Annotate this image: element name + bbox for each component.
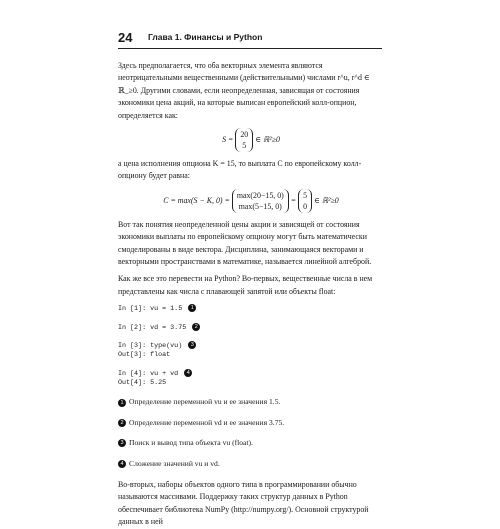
paragraph-3: Вот так понятия неопределенной цены акции и зависящей от состояния экономики выплаты по европейскому опциону могут быть математически смоделированы в виде вектора. Дисциплина, занимающаяся векторами и векторными пространствами в математике, называется линейной алгеброй. — [118, 219, 372, 267]
code-out-4: Out[4]: 5.25 — [118, 378, 167, 387]
header-rule — [118, 48, 382, 49]
page-number: 24 — [118, 30, 133, 45]
code-text-1: In [1]: vu = 1.5 — [118, 305, 183, 314]
vector-s-top: 20 — [240, 130, 249, 140]
paragraph-5: Во-вторых, наборы объектов одного типа в программировании обычно называются массивами. Поддержку таких структур данных в Python обеспечивает библиотека NumPy (http://numpy.org/). Основной структурой данных в ней — [118, 479, 369, 527]
equation-s — [118, 128, 384, 152]
vector-c-result-top: 5 — [303, 190, 308, 200]
eq-s-rhs: ∈ ℝ²≥0 — [255, 134, 280, 144]
code-out-3: Out[3]: float — [118, 351, 171, 360]
equation-c — [118, 189, 384, 213]
callout-icon-2: 2 — [192, 323, 200, 331]
note-text-3: Поиск и вывод типа объекта vu (float). — [129, 438, 253, 448]
eq-c-equals: = — [290, 195, 297, 205]
note-3 — [118, 437, 384, 449]
callout-icon-1: 1 — [188, 304, 196, 312]
vector-c-result-bottom: 0 — [303, 201, 308, 211]
page-body — [118, 60, 384, 529]
code-line-2 — [118, 323, 384, 333]
note-1 — [118, 396, 384, 408]
running-header — [118, 30, 382, 48]
paragraph-4: Как же все это перевести на Python? Во-первых, вещественные числа в нем представлены как числа с плавающей запятой или объекты float: — [118, 274, 373, 296]
vector-s — [235, 128, 253, 152]
note-callout-icon-3: 3 — [118, 439, 126, 447]
code-line-4 — [118, 369, 384, 379]
vector-c-top: max(20−15, 0) — [236, 190, 284, 200]
callout-icon-3: 3 — [188, 341, 196, 349]
eq-c-lhs: C = max(S − K, 0) = — [163, 195, 230, 205]
note-text-2: Определение переменной vd и ее значения 3.75. — [129, 417, 285, 427]
vector-c-max — [232, 189, 289, 213]
vector-c-bottom: max(5−15, 0) — [238, 201, 282, 211]
code-text-4: In [4]: vu + vd — [118, 369, 179, 378]
code-text-2: In [2]: vd = 3.75 — [118, 323, 187, 332]
code-line-1 — [118, 304, 384, 314]
note-callout-icon-1: 1 — [118, 399, 126, 407]
note-4 — [118, 458, 384, 470]
note-2 — [118, 417, 384, 429]
code-line-3 — [118, 341, 384, 351]
note-callout-icon-4: 4 — [118, 460, 126, 468]
vector-s-bottom: 5 — [242, 141, 247, 151]
code-listing — [118, 304, 384, 388]
note-callout-icon-2: 2 — [118, 419, 126, 427]
eq-s-lhs: S = — [222, 134, 234, 144]
paragraph-1: Здесь предполагается, что оба векторных элемента являются неотрицательными вещественными (действительными) числами r^u, r^d ∈ ℝ_≥0. Другими словами, если неопределенная, зависящая от состояния экономики цена акций, на которые выписан европейский колл-опцион, определяется как: — [118, 61, 370, 120]
chapter-title: Глава 1. Финансы и Python — [148, 32, 263, 42]
paragraph-2: а цена исполнения опциона K = 15, то выплата C по европейскому колл-опциону будет равна: — [118, 159, 362, 181]
note-text-4: Сложение значений vu и vd. — [129, 458, 220, 468]
vector-c-result — [298, 189, 312, 213]
code-text-3: In [3]: type(vu) — [118, 341, 183, 350]
callout-icon-4: 4 — [184, 369, 192, 377]
note-text-1: Определение переменной vu и ее значения 1.5. — [129, 397, 281, 407]
eq-c-rhs: ∈ ℝ²≥0 — [314, 195, 339, 205]
